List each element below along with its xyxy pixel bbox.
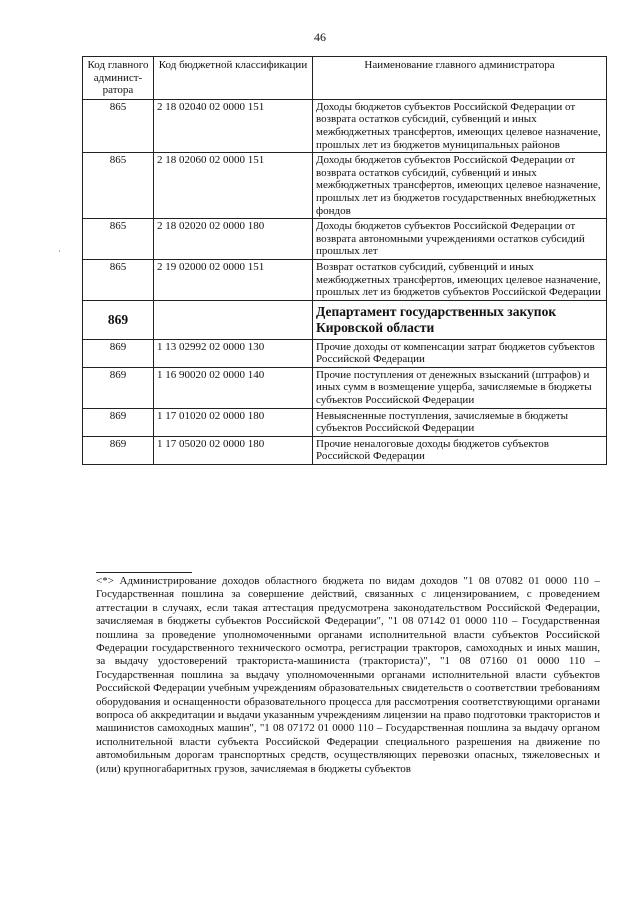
admin-code-cell: 865 bbox=[83, 153, 154, 219]
table-row bbox=[83, 259, 607, 300]
admin-name-cell: Возврат остатков субсидий, субвенций и иных межбюджетных трансфертов, имеющих целевое назначение, прошлых лет из бюджетов субъектов Российской Федерации bbox=[313, 259, 607, 300]
kbk-code-cell: 1 17 05020 02 0000 180 bbox=[154, 436, 313, 464]
footnote-text: <*> Администрирование доходов областного бюджета по видам доходов "1 08 07082 01 0000 110 – Государственная пошлина за совершение действий, связанных с лицензированием, с проведением аттестации в случаях, если такая аттестация предусмотрена законодательством Российской Федерации, зачисляемая в бюджеты субъектов Российской Федерации", "1 08 07142 01 0000 110 – Государственная пошлина за проведение уполномоченными органами исполнительной власти субъектов Российской Федерации государственного технического осмотра, регистрации тракторов, самоходных и иных машин, за выдачу удостоверений тракториста-машиниста (тракториста)", "1 08 07160 01 0000 110 – Государственная пошлина за выдачу уполномоченными органами исполнительной власти субъектов Российской Федерации учебным учреждениям образовательных свидетельств о соответствии требованиям оборудования и оснащенности образовательного процесса для рассмотрения соответствующими органами вопроса об аккредитации и выдачи указанным учреждениям лицензии на право подготовки трактористов и машинистов самоходных машин", "1 08 07172 01 0000 110 – Государственная пошлина за выдачу органом исполнительной власти субъекта Российской Федерации специального разрешения на движение по автомобильным дорогам транспортных средств, осуществляющих перевозки опасных, тяжеловесных и (или) крупногабаритных грузов, зачисляемая в бюджеты субъектов bbox=[96, 575, 600, 775]
admin-name-cell: Прочие доходы от компенсации затрат бюджетов субъектов Российской Федерации bbox=[313, 339, 607, 367]
kbk-code-cell: 1 17 01020 02 0000 180 bbox=[154, 408, 313, 436]
table-row bbox=[83, 153, 607, 219]
footnote-divider bbox=[96, 572, 192, 573]
table-header-row bbox=[83, 57, 607, 100]
kbk-code-cell: 2 18 02040 02 0000 151 bbox=[154, 99, 313, 152]
table-body bbox=[83, 99, 607, 464]
kbk-code-cell: 1 16 90020 02 0000 140 bbox=[154, 367, 313, 408]
admin-code-cell: 865 bbox=[83, 259, 154, 300]
header-kbk-code: Код бюджетной классификации bbox=[154, 57, 313, 100]
admin-name-cell: Доходы бюджетов субъектов Российской Федерации от возврата остатков субсидий, субвенций и иных межбюджетных трансфертов, имеющих целевое назначение, прошлых лет из бюджетов муниципальных районов bbox=[313, 99, 607, 152]
admin-name-cell: Доходы бюджетов субъектов Российской Федерации от возврата автономными учреждениями остатков субсидий прошлых лет bbox=[313, 219, 607, 260]
table-row bbox=[83, 367, 607, 408]
table-row bbox=[83, 408, 607, 436]
section-header-row bbox=[83, 300, 607, 339]
admin-name-cell: Департамент государственных закупок Кировской области bbox=[313, 300, 607, 339]
admin-code-cell: 869 bbox=[83, 339, 154, 367]
table-row bbox=[83, 99, 607, 152]
table-row bbox=[83, 436, 607, 464]
header-admin-code: Код главного админист-ратора bbox=[83, 57, 154, 100]
kbk-code-cell: 1 13 02992 02 0000 130 bbox=[154, 339, 313, 367]
header-admin-name: Наименование главного администратора bbox=[313, 57, 607, 100]
admin-name-cell: Доходы бюджетов субъектов Российской Федерации от возврата остатков субсидий, субвенций и иных межбюджетных трансфертов, имеющих целевое назначение, прошлых лет из бюджетов государственных внебюджетных фондов bbox=[313, 153, 607, 219]
table-row bbox=[83, 339, 607, 367]
table-row bbox=[83, 219, 607, 260]
kbk-code-cell: 2 19 02000 02 0000 151 bbox=[154, 259, 313, 300]
admin-code-cell: 869 bbox=[83, 300, 154, 339]
admin-name-cell: Прочие поступления от денежных взысканий (штрафов) и иных сумм в возмещение ущерба, зачисляемые в бюджеты субъектов Российской Федерации bbox=[313, 367, 607, 408]
admin-code-cell: 865 bbox=[83, 99, 154, 152]
kbk-code-cell: 2 18 02020 02 0000 180 bbox=[154, 219, 313, 260]
admin-code-cell: 869 bbox=[83, 408, 154, 436]
admin-code-cell: 865 bbox=[83, 219, 154, 260]
admin-name-cell: Прочие неналоговые доходы бюджетов субъектов Российской Федерации bbox=[313, 436, 607, 464]
kbk-code-cell: 2 18 02060 02 0000 151 bbox=[154, 153, 313, 219]
margin-mark: · bbox=[58, 246, 61, 256]
page-number: 46 bbox=[314, 30, 326, 44]
admin-name-cell: Невыясненные поступления, зачисляемые в бюджеты субъектов Российской Федерации bbox=[313, 408, 607, 436]
kbk-code-cell bbox=[154, 300, 313, 339]
admin-code-cell: 869 bbox=[83, 367, 154, 408]
budget-classification-table bbox=[82, 56, 607, 465]
admin-code-cell: 869 bbox=[83, 436, 154, 464]
